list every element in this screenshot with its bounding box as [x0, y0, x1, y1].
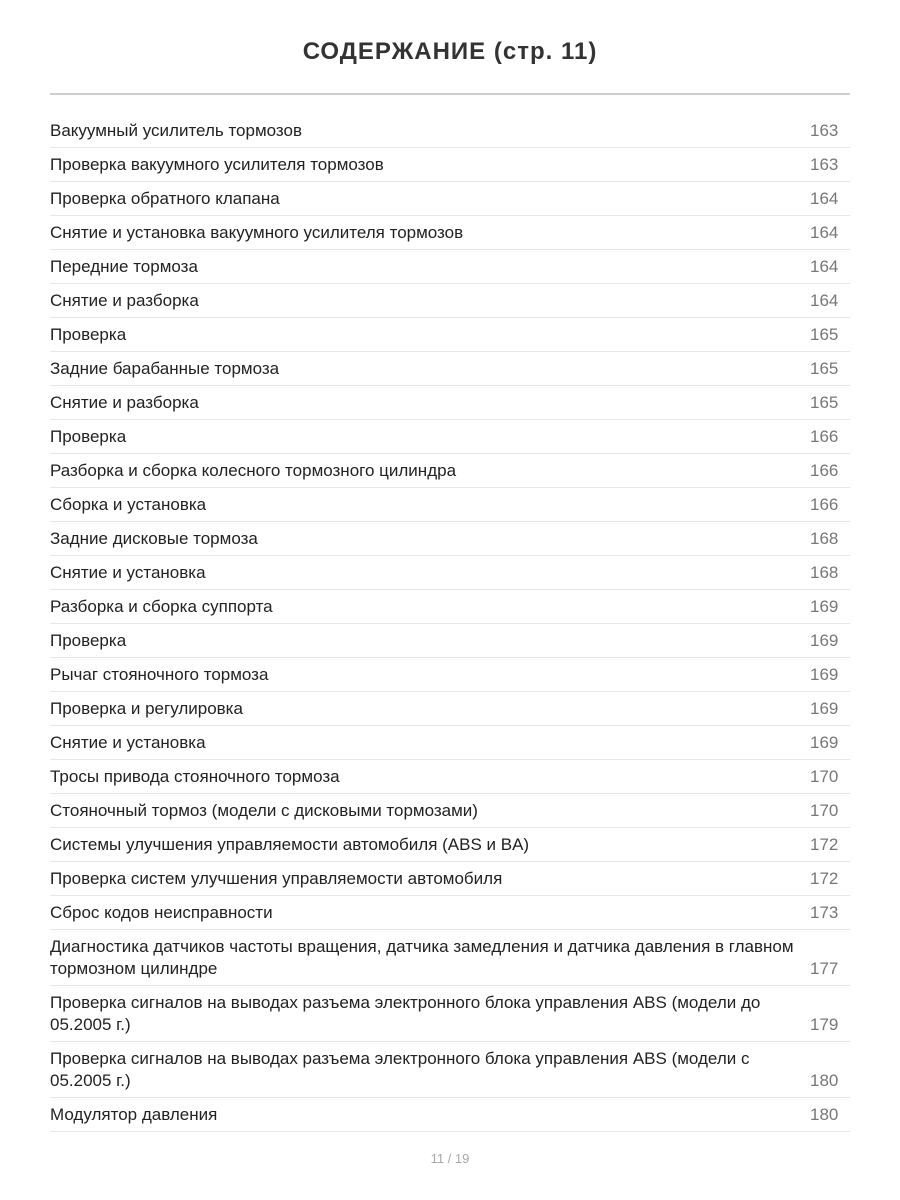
- toc-entry[interactable]: [50, 760, 850, 794]
- toc-entry[interactable]: [50, 148, 850, 182]
- toc-entry-title[interactable]: Проверка сигналов на выводах разъема электронного блока управления ABS (модели до 05.2005 г.): [50, 993, 761, 1034]
- toc-entry-page-number: 177: [810, 959, 839, 978]
- toc-entry[interactable]: [50, 216, 850, 250]
- toc-entry-page-number: 166: [810, 427, 839, 446]
- toc-entry[interactable]: [50, 488, 850, 522]
- toc-entry[interactable]: [50, 250, 850, 284]
- toc-entry-page-number: 165: [810, 325, 839, 344]
- toc-entry-title[interactable]: Модулятор давления: [50, 1105, 218, 1124]
- toc-entry-page-number: 169: [810, 631, 839, 650]
- toc-entry[interactable]: [50, 658, 850, 692]
- toc-entry-page-number: 169: [810, 733, 839, 752]
- toc-entry-title[interactable]: Системы улучшения управляемости автомобиля (ABS и BA): [50, 835, 530, 854]
- toc-entry-page-number: 163: [810, 155, 839, 174]
- toc-entry[interactable]: [50, 386, 850, 420]
- toc-entry-title[interactable]: Снятие и разборка: [50, 393, 199, 412]
- toc-entry-title[interactable]: Разборка и сборка колесного тормозного цилиндра: [50, 461, 457, 480]
- toc-entry-page-number: 164: [810, 189, 839, 208]
- toc-entry[interactable]: [50, 828, 850, 862]
- toc-entry-page-number: 169: [810, 699, 839, 718]
- page-counter: 11 / 19: [430, 1151, 470, 1166]
- toc-entry-title[interactable]: Проверка: [50, 325, 127, 344]
- toc-entry-title[interactable]: Задние дисковые тормоза: [50, 529, 258, 548]
- toc-entry[interactable]: [50, 1042, 850, 1098]
- toc-entry-title[interactable]: Снятие и разборка: [50, 291, 199, 310]
- toc-entry-title[interactable]: Снятие и установка: [50, 563, 206, 582]
- toc-entry-title[interactable]: Проверка: [50, 631, 127, 650]
- toc-entry-title[interactable]: Передние тормоза: [50, 257, 198, 276]
- toc-entry[interactable]: [50, 794, 850, 828]
- toc-entry-page-number: 180: [810, 1071, 839, 1090]
- toc-entry-page-number: 172: [810, 869, 839, 888]
- toc-entry-title[interactable]: Задние барабанные тормоза: [50, 359, 280, 378]
- toc-entry[interactable]: [50, 556, 850, 590]
- toc-entry-title[interactable]: Проверка систем улучшения управляемости автомобиля: [50, 869, 503, 888]
- toc-entry[interactable]: [50, 318, 850, 352]
- toc-entry[interactable]: [50, 284, 850, 318]
- page-title: СОДЕРЖАНИЕ (стр. 11): [302, 38, 598, 65]
- toc-entry[interactable]: [50, 114, 850, 148]
- toc-entry-title[interactable]: Вакуумный усилитель тормозов: [50, 121, 302, 140]
- toc-entry-page-number: 173: [810, 903, 839, 922]
- toc-entry-title[interactable]: Снятие и установка: [50, 733, 206, 752]
- toc-entry[interactable]: [50, 454, 850, 488]
- toc-entry-page-number: 168: [810, 563, 839, 582]
- toc-entry-title[interactable]: Проверка: [50, 427, 127, 446]
- toc-entry-page-number: 169: [810, 597, 839, 616]
- toc-entry-title[interactable]: Разборка и сборка суппорта: [50, 597, 273, 616]
- toc-entry-title[interactable]: Сборка и установка: [50, 495, 207, 514]
- toc-entry-title[interactable]: Тросы привода стояночного тормоза: [50, 767, 340, 786]
- toc-entry-page-number: 170: [810, 767, 839, 786]
- toc-entry-page-number: 166: [810, 495, 839, 514]
- toc-entry-page-number: 169: [810, 665, 839, 684]
- toc-entry[interactable]: [50, 1098, 850, 1132]
- toc-entry[interactable]: [50, 624, 850, 658]
- toc-entry[interactable]: [50, 726, 850, 760]
- toc-entry[interactable]: [50, 590, 850, 624]
- toc-entry-page-number: 170: [810, 801, 839, 820]
- toc-entry-page-number: 168: [810, 529, 839, 548]
- toc-entry[interactable]: [50, 986, 850, 1042]
- toc-entry-title[interactable]: Рычаг стояночного тормоза: [50, 665, 269, 684]
- toc-entry-page-number: 179: [810, 1015, 839, 1034]
- toc-entry-page-number: 180: [810, 1105, 839, 1124]
- toc-entry[interactable]: [50, 692, 850, 726]
- toc-entry-title[interactable]: Стояночный тормоз (модели с дисковыми тормозами): [50, 801, 478, 820]
- toc-entry-page-number: 172: [810, 835, 839, 854]
- toc-entry[interactable]: [50, 930, 850, 986]
- toc-entry-page-number: 164: [810, 257, 839, 276]
- toc-entry-page-number: 163: [810, 121, 839, 140]
- toc-entry[interactable]: [50, 352, 850, 386]
- toc-entry-page-number: 165: [810, 393, 839, 412]
- toc-entry-title[interactable]: Проверка сигналов на выводах разъема электронного блока управления ABS (модели с 05.2005 г.): [50, 1049, 750, 1090]
- toc-entry-title[interactable]: Проверка вакуумного усилителя тормозов: [50, 155, 384, 174]
- toc-entry-title[interactable]: Снятие и установка вакуумного усилителя тормозов: [50, 223, 464, 242]
- toc-entry-page-number: 165: [810, 359, 839, 378]
- toc-entry-title[interactable]: Сброс кодов неисправности: [50, 903, 273, 922]
- toc-entry-page-number: 166: [810, 461, 839, 480]
- toc-entry-page-number: 164: [810, 223, 839, 242]
- toc-entry-title[interactable]: Проверка обратного клапана: [50, 189, 280, 208]
- toc-entry[interactable]: [50, 522, 850, 556]
- toc-entry-title[interactable]: Проверка и регулировка: [50, 699, 243, 718]
- toc-entry[interactable]: [50, 896, 850, 930]
- toc-entry[interactable]: [50, 420, 850, 454]
- toc-entry[interactable]: [50, 862, 850, 896]
- toc-entry-page-number: 164: [810, 291, 839, 310]
- table-of-contents: [50, 114, 850, 1132]
- toc-entry[interactable]: [50, 182, 850, 216]
- title-divider: [50, 93, 850, 95]
- toc-entry-title[interactable]: Диагностика датчиков частоты вращения, датчика замедления и датчика давления в главном тормозном цилиндре: [50, 937, 794, 978]
